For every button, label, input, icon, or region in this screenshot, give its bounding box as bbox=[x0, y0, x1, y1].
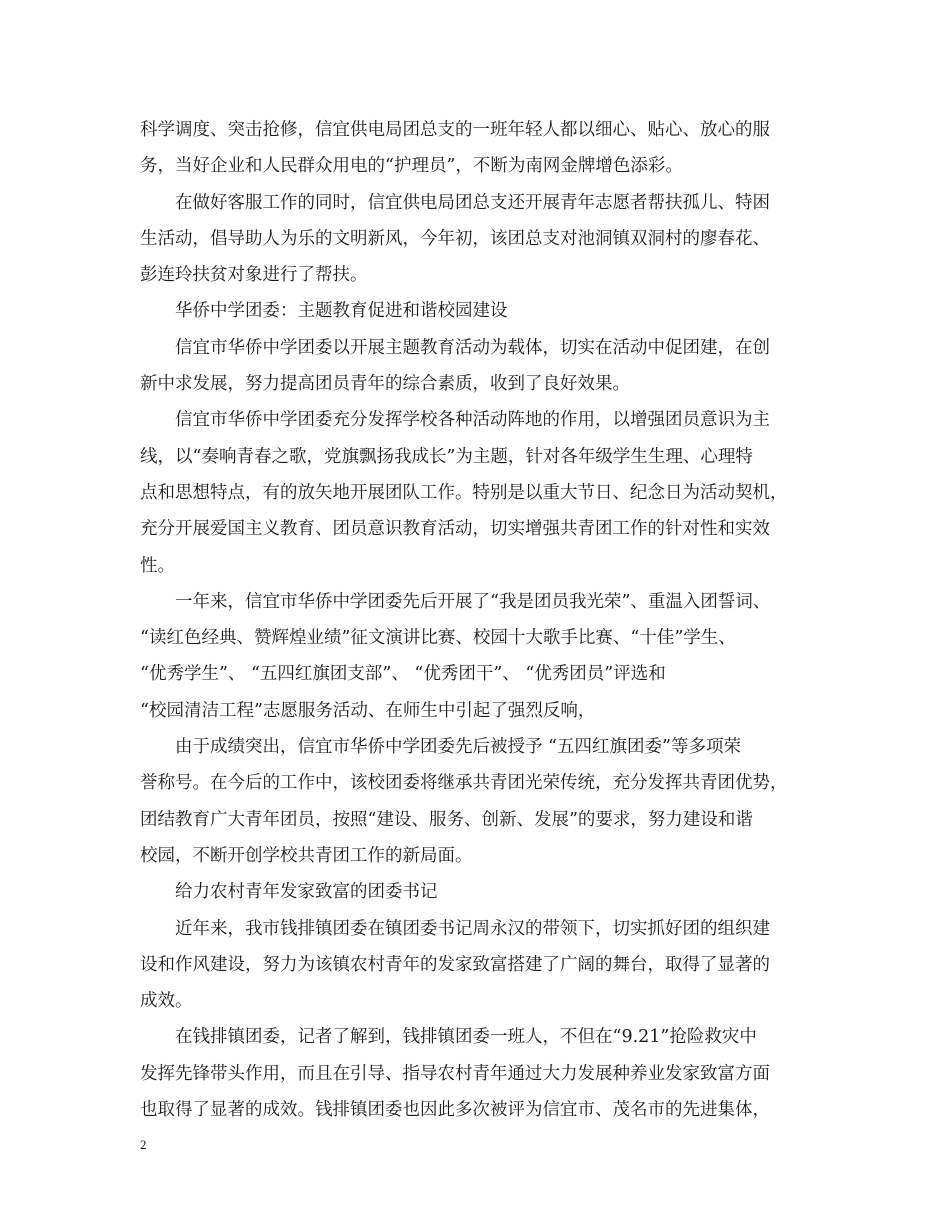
text-line: “优秀学生”、 “五四红旗团支部”、 “优秀团干”、 “优秀团员”评选和 bbox=[140, 664, 666, 685]
text-line: 由于成绩突出，信宜市华侨中学团委先后被授予 “五四红旗团委”等多项荣 bbox=[175, 737, 741, 758]
text-line: 在钱排镇团委，记者了解到，钱排镇团委一班人，不但在“9.21”抢险救灾中 bbox=[175, 1027, 757, 1048]
text-line: 一年来，信宜市华侨中学团委先后开展了“我是团员我光荣”、重温入团誓词、 bbox=[175, 591, 771, 612]
page-number: 2 bbox=[140, 1137, 147, 1152]
text-line: 也取得了显著的成效。钱排镇团委也因此多次被评为信宜市、茂名市的先进集体， bbox=[140, 1100, 770, 1121]
text-line: 团结教育广大青年团员，按照“建设、服务、创新、发展”的要求，努力建设和谐 bbox=[140, 809, 753, 830]
text-line: 成效。 bbox=[140, 991, 193, 1012]
text-line: 线，以“奏响青春之歌，党旗飘扬我成长”为主题，针对各年级学生生理、心理特 bbox=[140, 446, 753, 467]
text-line: 彭连玲扶贫对象进行了帮扶。 bbox=[140, 265, 368, 286]
document-body bbox=[140, 112, 818, 1128]
text-line: 设和作风建设，努力为该镇农村青年的发家致富搭建了广阔的舞台，取得了显著的 bbox=[140, 954, 770, 975]
text-line: 信宜市华侨中学团委以开展主题教育活动为载体，切实在活动中促团建，在创 bbox=[175, 337, 770, 358]
text-line: 生活动，倡导助人为乐的文明新风，今年初，该团总支对池洞镇双洞村的廖春花、 bbox=[140, 228, 770, 249]
text-line: “校园清洁工程”志愿服务活动、在师生中引起了强烈反响， bbox=[140, 700, 596, 721]
text-line: 科学调度、突击抢修，信宜供电局团总支的一班年轻人都以细心、贴心、放心的服 bbox=[140, 120, 770, 140]
text-line: 发挥先锋带头作用，而且在引导、指导农村青年通过大力发展种养业发家致富方面 bbox=[140, 1063, 770, 1084]
text-line: 充分开展爱国主义教育、团员意识教育活动，切实增强共青团工作的针对性和实效 bbox=[140, 519, 770, 540]
text-line: 华侨中学团委：主题教育促进和谐校园建设 bbox=[175, 301, 508, 322]
text-line: 务，当好企业和人民群众用电的“护理员”，不断为南网金牌增色添彩。 bbox=[140, 156, 683, 177]
text-line: 誉称号。在今后的工作中，该校团委将继承共青团光荣传统，充分发挥共青团优势， bbox=[140, 773, 788, 794]
text-line: 点和思想特点，有的放矢地开展团队工作。特别是以重大节日、纪念日为活动契机， bbox=[140, 482, 788, 503]
text-line: 性。 bbox=[140, 555, 175, 576]
text-line: 在做好客服工作的同时，信宜供电局团总支还开展青年志愿者帮扶孤儿、特困 bbox=[175, 192, 770, 213]
text-line: 给力农村青年发家致富的团委书记 bbox=[175, 882, 438, 903]
text-line: 新中求发展，努力提高团员青年的综合素质，收到了良好效果。 bbox=[140, 374, 630, 395]
text-line: 信宜市华侨中学团委充分发挥学校各种活动阵地的作用，以增强团员意识为主 bbox=[175, 410, 770, 431]
text-line: 校园，不断开创学校共青团工作的新局面。 bbox=[140, 845, 473, 866]
text-line: 近年来，我市钱排镇团委在镇团委书记周永汉的带领下，切实抓好团的组织建 bbox=[175, 918, 770, 939]
text-line: “读红色经典、赞辉煌业绩”征文演讲比赛、校园十大歌手比赛、“十佳”学生、 bbox=[140, 628, 736, 649]
